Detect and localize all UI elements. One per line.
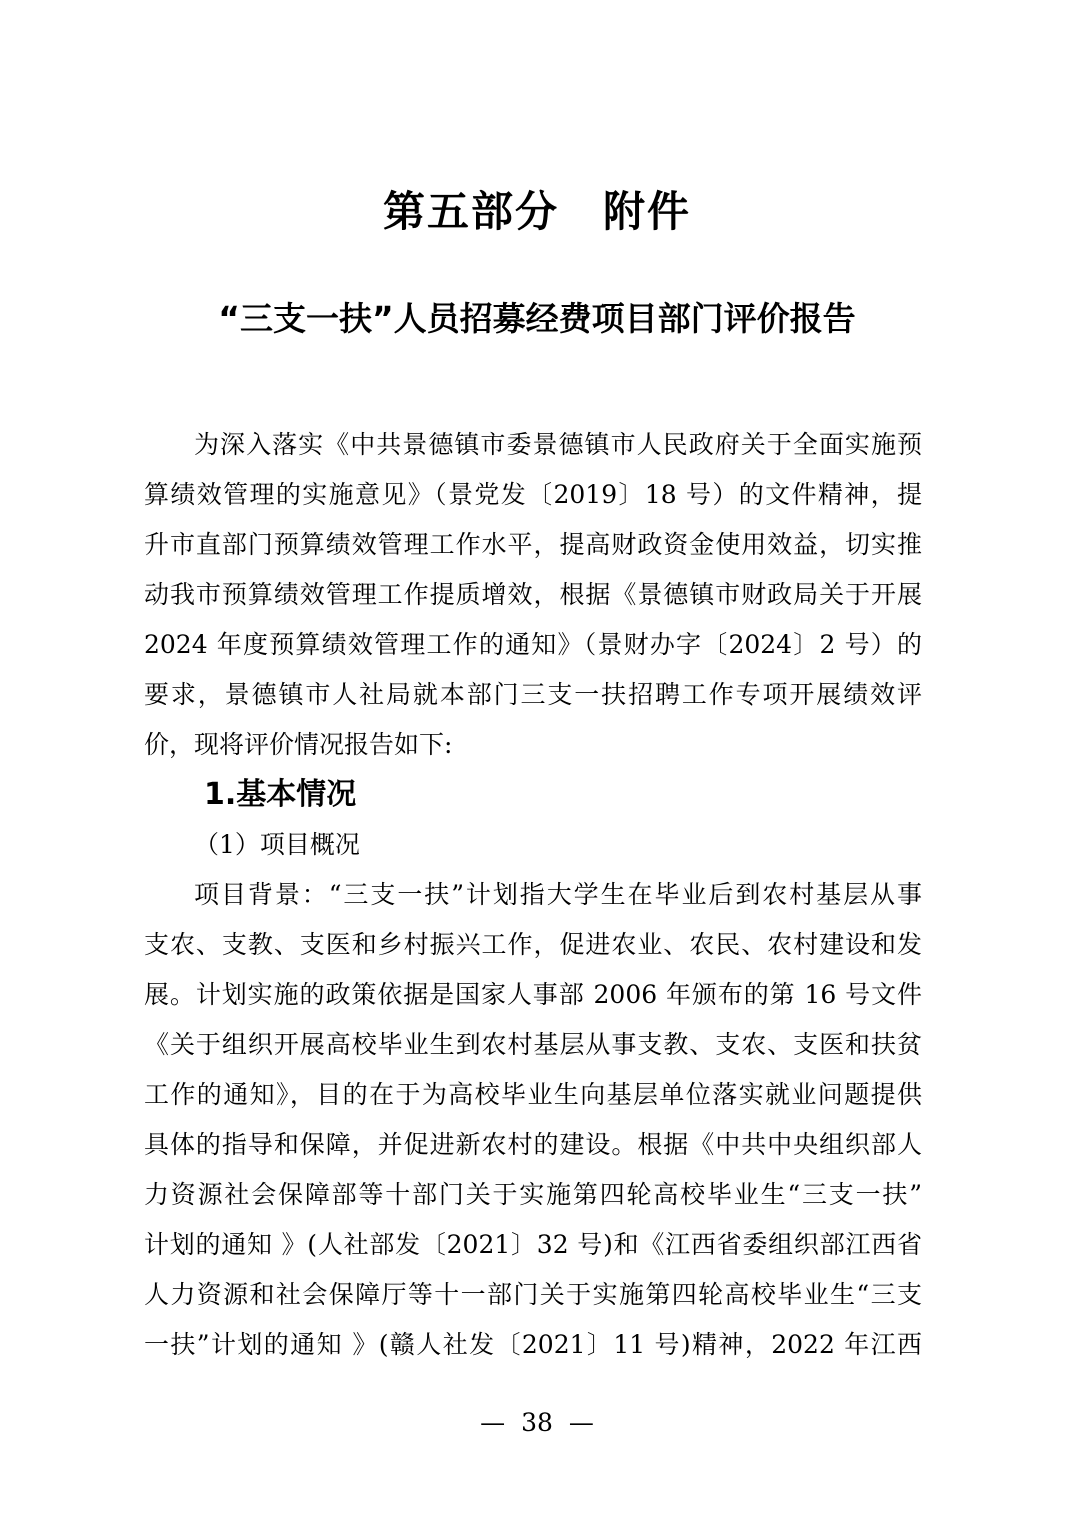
text-line: 2024 年度预算绩效管理工作的通知》（景财办字〔2024〕2 号）的 (144, 630, 922, 659)
project-background-paragraph (144, 870, 922, 1370)
text-line: 力资源社会保障部等十部门关于实施第四轮高校毕业生“三支一扶” (144, 1180, 922, 1209)
text-line: 具体的指导和保障，并促进新农村的建设。根据《中共中央组织部人 (144, 1130, 922, 1159)
text-line: 项目背景：“三支一扶”计划指大学生在毕业后到农村基层从事 (194, 880, 922, 909)
footer-right-dash: — (568, 1408, 594, 1437)
subsection-heading-project-overview: （1）项目概况 (194, 830, 360, 859)
text-line: 展。计划实施的政策依据是国家人事部 2006 年颁布的第 16 号文件 (144, 980, 922, 1009)
text-line: 要求，景德镇市人社局就本部门三支一扶招聘工作专项开展绩效评 (144, 680, 922, 709)
page-number: 38 (521, 1408, 553, 1437)
page-footer (0, 1403, 1074, 1443)
report-title: “三支一扶”人员招募经费项目部门评价报告 (218, 299, 856, 338)
document-body (144, 420, 922, 1370)
text-line: 一扶”计划的通知 》(赣人社发〔2021〕11 号)精神，2022 年江西 (144, 1330, 922, 1359)
text-line: 支农、支教、支医和乡村振兴工作，促进农业、农民、农村建设和发 (144, 930, 922, 959)
footer-left-dash: — (480, 1408, 506, 1437)
intro-paragraph (144, 420, 922, 770)
text-line: 《关于组织开展高校毕业生到农村基层从事支教、支农、支医和扶贫 (144, 1030, 922, 1059)
document-part-title: 第五部分 附件 (382, 187, 691, 236)
text-line: 升市直部门预算绩效管理工作水平，提高财政资金使用效益，切实推 (144, 530, 922, 559)
text-line: 为深入落实《中共景德镇市委景德镇市人民政府关于全面实施预 (194, 430, 922, 459)
text-line: 价，现将评价情况报告如下: (144, 730, 453, 759)
text-line: 动我市预算绩效管理工作提质增效，根据《景德镇市财政局关于开展 (144, 580, 922, 609)
text-line: 工作的通知》，目的在于为高校毕业生向基层单位落实就业问题提供 (144, 1080, 922, 1109)
text-line: 算绩效管理的实施意见》（景党发〔2019〕18 号）的文件精神，提 (144, 480, 922, 509)
text-line: 人力资源和社会保障厅等十一部门关于实施第四轮高校毕业生“三支 (144, 1280, 922, 1309)
section-heading-basic-info: 1.基本情况 (204, 777, 357, 812)
text-line: 计划的通知 》(人社部发〔2021〕32 号)和《江西省委组织部江西省 (144, 1230, 922, 1259)
